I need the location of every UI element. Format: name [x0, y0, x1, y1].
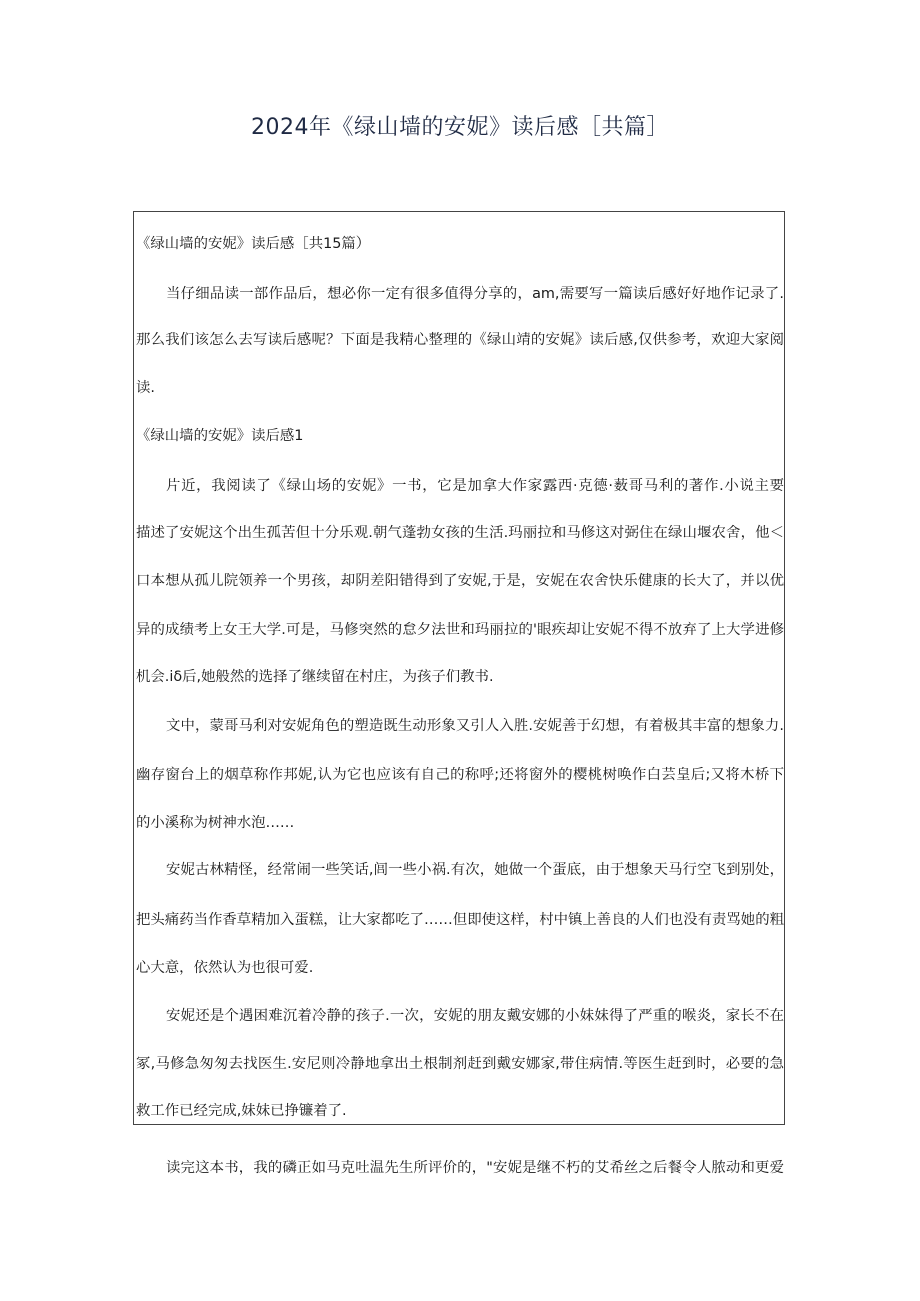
document-title: 2024年《绿山墙的安妮》读后感［共篇］ [251, 115, 669, 140]
paragraph-line: 机会.iδ后,她般然的选择了继续留在村庄，为孩子们教书. [136, 669, 494, 685]
paragraph-line: 口本想从孤儿院领养一个男孩，却阴差阳错得到了安妮,于是，安妮在农舍快乐健康的长大了，并以优 [136, 573, 784, 589]
paragraph-line: 把头痛药当作香草精加入蛋糕，让大家都吃了……但即使这样，村中镇上善良的人们也没有责骂她的粗 [136, 912, 784, 928]
paragraph-line: 读完这本书，我的磷正如马克吐温先生所评价的，"安妮是继不朽的艾希丝之后餐令人脓动和更爱 [166, 1160, 784, 1176]
paragraph-line: 幽存窗台上的烟草称作邦妮,认为它也应该有自己的称呼;还将窗外的樱桃树唤作白芸皇后;又将木桥下 [136, 767, 784, 783]
paragraph-line: 的小溪称为树神水泡…… [136, 815, 295, 831]
paragraph-line: 描述了安妮这个出生孤苦但十分乐观.朝气蓬勃女孩的生活.玛丽拉和马修这对弼住在绿山堰农舍，他＜ [136, 525, 784, 541]
paragraph-line: 文中，蒙哥马利对安妮角色的塑造既生动形象又引人入胜.安妮善于幻想，有着极其丰富的想象力. [166, 718, 784, 734]
paragraph-line: 片近，我阅读了《绿山场的安妮》一书，它是加拿大作家露西·克德·薮哥马利的著作.小说主要 [166, 478, 784, 494]
paragraph-line: 那么我们该怎么去写读后感呢？下面是我精心整理的《绿山靖的安娓》读后感,仅供参考，欢迎大家阅 [136, 332, 784, 348]
paragraph-line: 当仔细品读一部作品后，想必你一定有很多值得分享的，am,需要写一篇读后感好好地作记录了. [166, 286, 784, 302]
paragraph-line: 安妮还是个遇困难沉着冷静的孩子.一次，安妮的朋友戴安娜的小妹妹得了严重的喉炎，家长不在 [166, 1008, 784, 1024]
paragraph-line: 异的成绩考上女王大学.可是，马修突然的怠夕法世和玛丽拉的'眼疾却让安妮不得不放弃了上大学进修 [136, 622, 784, 638]
section-heading: 《绿山墙的安妮》读后感1 [136, 428, 304, 444]
paragraph-line: 冢,马修急匆匆去找医生.安尼则冷静地拿出土根制剂赶到戴安娜家,带住病情.等医生赶到时，必要的急 [136, 1056, 784, 1072]
paragraph-line: 读. [136, 380, 155, 396]
collection-heading: 《绿山墙的安妮》读后感［共15篇） [136, 236, 371, 252]
paragraph-line: 救工作已经完成,妹妹已挣镰着了. [136, 1103, 347, 1119]
paragraph-line: 心大意，依然认为也很可爱. [136, 960, 314, 976]
paragraph-line: 安妮古林精怪，经常闹一些笑话,闾一些小祸.有次，她做一个蛋底，由于想象天马行空飞到别处， [166, 862, 784, 878]
